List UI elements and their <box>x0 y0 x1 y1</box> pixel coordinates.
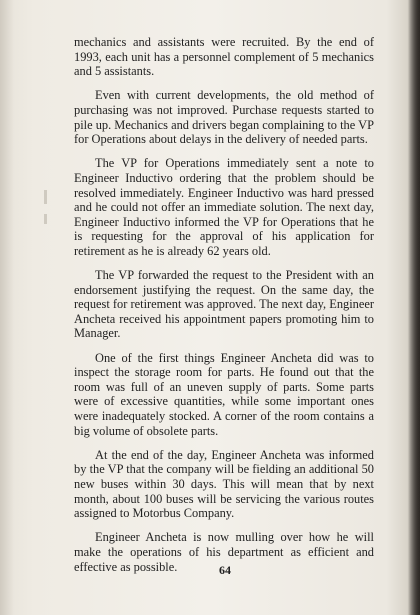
margin-smudge <box>44 214 47 224</box>
paragraph-2: Even with current developments, the old method of purchasing was not improved. Purchase requests started to pile up. Mechanics and drivers began complaining to the VP for Operations about delays in the delivery of needed parts. <box>74 88 374 147</box>
paragraph-4: The VP forwarded the request to the President with an endorsement justifying the request. On the same day, the request for retirement was approved. The next day, Engineer Ancheta received his appointment papers promoting him to Manager. <box>74 268 374 341</box>
paragraph-7: Engineer Ancheta is now mulling over how he will make the operations of his department as efficient and effective as possible. <box>74 530 374 574</box>
page-number: 64 <box>219 563 231 577</box>
page-left-edge <box>0 0 14 615</box>
margin-smudge <box>44 190 47 204</box>
paragraph-6: At the end of the day, Engineer Ancheta was informed by the VP that the company will be fielding an additional 50 new buses within 30 days. This will mean that by next month, about 100 buses will be servicing the various routes assigned to Motorbus Company. <box>74 447 374 521</box>
binding-shadow <box>408 0 420 615</box>
paragraph-3: The VP for Operations immediately sent a note to Engineer Inductivo ordering that the problem should be resolved immediately. Engineer Inductivo was hard pressed and he could not offer an immediate solution. The next day, Engineer Inductivo informed the VP for Operations that he is requesting for the approval of his application for retirement as he is already 62 years old. <box>74 156 374 258</box>
paragraph-1: mechanics and assistants were recruited. By the end of 1993, each unit has a personnel complement of 5 mechanics and 5 assistants. <box>74 35 374 79</box>
body-text <box>74 35 374 584</box>
paragraph-5: One of the first things Engineer Ancheta did was to inspect the storage room for parts. He found out that the room was full of an uneven supply of parts. Some parts were of excessive quantities, while some important ones were inadequately stocked. A corner of the room contains a big volume of obsolete parts. <box>74 350 374 438</box>
